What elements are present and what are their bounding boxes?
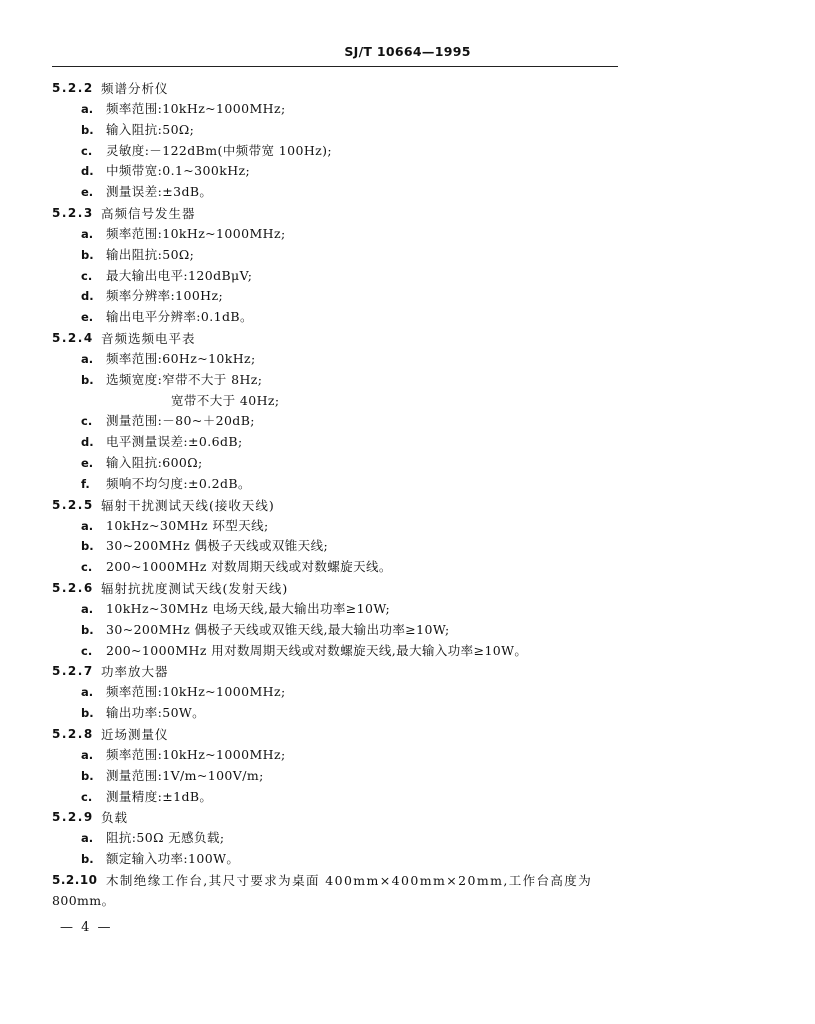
section-name: 辐射干扰测试天线(接收天线) <box>101 497 275 513</box>
item-letter: b. <box>81 768 94 783</box>
item-text: 30~200MHz 偶极子天线或双锥天线; <box>106 538 329 554</box>
item-text: 阻抗:50Ω 无感负载; <box>106 830 225 846</box>
item-text: 测量范围:1V/m~100V/m; <box>106 767 264 783</box>
item-letter: c. <box>81 414 93 429</box>
item-letter: b. <box>81 539 94 554</box>
item-text: 频率范围:10kHz~1000MHz; <box>106 746 286 762</box>
item-text: 输入阻抗:50Ω; <box>106 121 195 137</box>
item-letter: a. <box>81 226 94 241</box>
list-item <box>0 349 815 370</box>
item-letter: a. <box>81 102 94 116</box>
item-letter: e. <box>81 310 94 325</box>
section-5-2-6 <box>0 578 815 661</box>
standard-code-header: SJ/T 10664—1995 <box>344 44 471 59</box>
section-title <box>0 807 815 828</box>
section-5-2-5 <box>0 495 815 578</box>
section-number: 5.2.4 <box>52 330 94 345</box>
list-item <box>0 245 815 266</box>
list-item <box>0 703 815 724</box>
list-item <box>0 787 815 808</box>
item-text: 频率范围:60Hz~10kHz; <box>106 350 256 366</box>
list-item <box>0 432 815 453</box>
list-item <box>0 828 815 849</box>
item-text: 200~1000MHz 用对数周期天线或对数螺旋天线,最大输入功率≥10W。 <box>106 642 528 658</box>
item-text: 频率分辨率:100Hz; <box>106 288 224 304</box>
section-title <box>0 661 815 682</box>
item-text: 输出功率:50W。 <box>106 705 206 721</box>
list-item <box>0 745 815 766</box>
item-text: 测量误差:±3dB。 <box>106 184 213 200</box>
page-number: — 4 — <box>60 920 113 935</box>
item-letter: d. <box>81 164 94 179</box>
item-text: 选频宽度:窄带不大于 8Hz; <box>106 371 263 387</box>
item-letter: c. <box>81 268 93 283</box>
header-rule <box>52 66 618 67</box>
section-title <box>0 724 815 745</box>
item-text: 灵敏度:－122dBm(中频带宽 100Hz); <box>106 142 332 158</box>
item-text: 10kHz~30MHz 电场天线,最大输出功率≥10W; <box>106 600 391 616</box>
item-text: 测量精度:±1dB。 <box>106 788 213 804</box>
list-item <box>0 516 815 537</box>
item-letter: c. <box>81 789 93 804</box>
list-item <box>0 266 815 287</box>
section-5-2-2 <box>0 78 815 203</box>
item-letter: b. <box>81 122 94 137</box>
section-number: 5.2.5 <box>52 497 94 512</box>
item-letter: b. <box>81 372 94 387</box>
section-name: 频谱分析仪 <box>101 81 169 96</box>
item-letter: c. <box>81 643 93 658</box>
item-letter: a. <box>81 747 94 762</box>
list-item <box>0 99 815 120</box>
section-5-2-9 <box>0 807 815 870</box>
section-name: 音频选频电平表 <box>101 330 196 346</box>
section-number: 5.2.3 <box>52 205 94 220</box>
section-name: 功率放大器 <box>101 664 169 680</box>
section-name: 负载 <box>101 810 129 826</box>
list-item <box>0 641 815 662</box>
item-text: 电平测量误差:±0.6dB; <box>106 434 243 450</box>
list-item <box>0 453 815 474</box>
section-number: 5.2.2 <box>52 81 94 95</box>
list-item <box>0 224 815 245</box>
item-text: 输出阻抗:50Ω; <box>106 246 195 262</box>
item-letter: b. <box>81 852 94 867</box>
list-item <box>0 557 815 578</box>
section-5-2-7 <box>0 661 815 724</box>
section-title <box>0 78 815 99</box>
list-item-continuation <box>0 391 815 412</box>
item-text: 输出电平分辨率:0.1dB。 <box>106 309 253 325</box>
section-5-2-3 <box>0 203 815 328</box>
item-letter: f. <box>81 476 90 491</box>
continuation-text: 宽带不大于 40Hz; <box>171 392 280 408</box>
list-item <box>0 370 815 391</box>
item-text: 频率范围:10kHz~1000MHz; <box>106 684 286 700</box>
item-text: 最大输出电平:120dBμV; <box>106 267 253 283</box>
item-letter: a. <box>81 831 94 846</box>
item-letter: a. <box>81 351 94 366</box>
list-item <box>0 766 815 787</box>
item-letter: b. <box>81 247 94 262</box>
list-item <box>0 682 815 703</box>
item-letter: d. <box>81 435 94 450</box>
section-5-2-8 <box>0 724 815 807</box>
item-letter: b. <box>81 622 94 637</box>
item-letter: e. <box>81 185 94 200</box>
section-name: 近场测量仪 <box>101 726 169 742</box>
item-text: 10kHz~30MHz 环型天线; <box>106 517 269 533</box>
item-text: 中频带宽:0.1~300kHz; <box>106 163 251 179</box>
item-letter: e. <box>81 455 94 470</box>
item-text: 频响不均匀度:±0.2dB。 <box>106 475 251 491</box>
item-letter: a. <box>81 518 94 533</box>
list-item <box>0 411 815 432</box>
list-item <box>0 307 815 328</box>
item-text: 200~1000MHz 对数周期天线或对数螺旋天线。 <box>106 559 392 575</box>
section-number: 5.2.6 <box>52 580 94 595</box>
item-text: 频率范围:10kHz~1000MHz; <box>106 225 286 241</box>
paragraph-number: 5.2.10 <box>52 872 98 887</box>
list-item <box>0 286 815 307</box>
item-letter: a. <box>81 601 94 616</box>
list-item <box>0 599 815 620</box>
paragraph-line-1: 木制绝缘工作台,其尺寸要求为桌面 400mm×400mm×20mm,工作台高度为 <box>106 872 593 888</box>
item-text: 额定输入功率:100W。 <box>106 851 240 867</box>
item-letter: d. <box>81 289 94 304</box>
section-number: 5.2.7 <box>52 664 94 679</box>
item-letter: c. <box>81 560 93 575</box>
list-item <box>0 474 815 495</box>
list-item <box>0 141 815 162</box>
section-title <box>0 495 815 516</box>
section-number: 5.2.8 <box>52 726 94 741</box>
section-number: 5.2.9 <box>52 810 94 825</box>
paragraph-line-2: 800mm。 <box>52 892 115 908</box>
list-item <box>0 620 815 641</box>
item-letter: c. <box>81 143 93 158</box>
section-name: 辐射抗扰度测试天线(发射天线) <box>101 580 289 596</box>
section-title <box>0 203 815 224</box>
list-item <box>0 536 815 557</box>
item-letter: b. <box>81 706 94 721</box>
section-title <box>0 328 815 349</box>
section-title <box>0 578 815 599</box>
item-text: 30~200MHz 偶极子天线或双锥天线,最大输出功率≥10W; <box>106 621 450 637</box>
list-item <box>0 849 815 870</box>
item-text: 测量范围:－80~＋20dB; <box>106 413 255 429</box>
list-item <box>0 120 815 141</box>
item-text: 输入阻抗:600Ω; <box>106 454 203 470</box>
list-item <box>0 182 815 203</box>
item-letter: a. <box>81 685 94 700</box>
paragraph-5-2-10 <box>0 870 815 911</box>
list-item <box>0 161 815 182</box>
document-content <box>0 78 815 911</box>
section-5-2-4 <box>0 328 815 495</box>
section-name: 高频信号发生器 <box>101 205 196 221</box>
item-text: 频率范围:10kHz~1000MHz; <box>106 101 286 116</box>
